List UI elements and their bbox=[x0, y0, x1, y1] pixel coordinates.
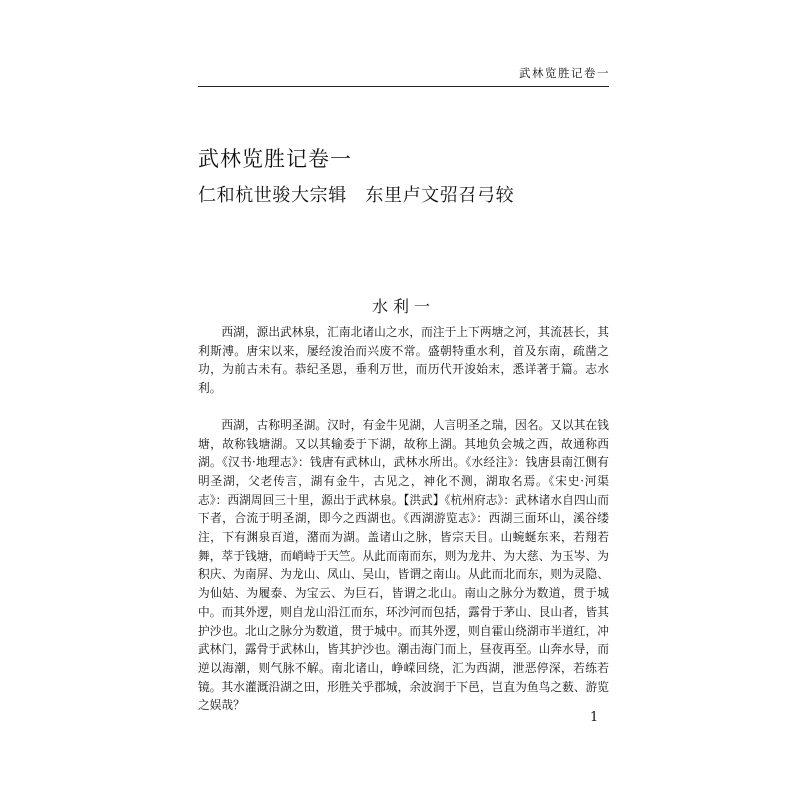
paragraph: 西湖，古称明圣湖。汉时，有金牛见湖，人言明圣之瑞，因名。又以其在钱塘，故称钱塘湖。又以其输委于下湖，故称上湖。其地负会城之西，故通称西湖。《汉书·地理志》：钱唐有武林山，武林水所出。《水经注》：钱唐县南江侧有明圣湖，父老传言，湖有金牛，古见之，神化不测，湖取名焉。《宋史·河渠志》：西湖周回三十里，源出于武林泉。【洪武】《杭州府志》：武林诸水自四山而下者，合流于明圣湖，即今之西湖也。《西湖游览志》：西湖三面环山，溪谷缕注，下有渊泉百道，潴而为湖。盖诸山之脉，皆宗天目。山蜿蜒东来，若翔若舞，萃于钱塘，而峭峙于天竺。从此而南而东，则为龙井、为大慈、为玉岑、为积庆、为南屏、为龙山、凤山、吴山，皆谓之南山。从此而北而东，则为灵隐、为仙姑、为履泰、为宝云、为巨石，皆谓之北山。南山之脉分为数道，贯于城中。而其外逻，则自龙山沿江而东，环沙河而包括，露骨于茅山、艮山者，皆其护沙也。北山之脉分为数道，贯于城中。而其外逻，则自霍山绕湖市半道红，冲武林门，露骨于武林山，皆其护沙也。潮击海门而上，昼夜再至。山奔水导，而逆以海潮，则气脉不解。南北诸山，峥嵘回绕，汇为西湖，泄恶停深，若练若镜。其水灌溉沿湖之田，形胜关乎郡城，余波润于下邑，岂直为鱼鸟之薮、游览之娱哉？ bbox=[198, 417, 609, 713]
running-head: 武林览胜记卷一 bbox=[519, 66, 610, 80]
body-text bbox=[198, 323, 609, 715]
paragraph: 西湖，源出武林泉，汇南北诸山之水，而注于上下两塘之河，其流甚长，其利斯溥。唐宋以来，屡经浚治而兴废不常。盛朝特重水利，首及东南，疏凿之功，为前古未有。恭纪圣恩，垂利万世，而历代开浚始末，悉详著于篇。志水利。 bbox=[198, 325, 609, 396]
header-rule bbox=[198, 86, 609, 87]
chapter-byline: 仁和杭世骏大宗辑 东里卢文弨召弓较 bbox=[198, 185, 515, 206]
page-number: 1 bbox=[590, 710, 599, 725]
section-title: 水利一 bbox=[371, 297, 435, 316]
chapter-title: 武林览胜记卷一 bbox=[198, 147, 352, 171]
